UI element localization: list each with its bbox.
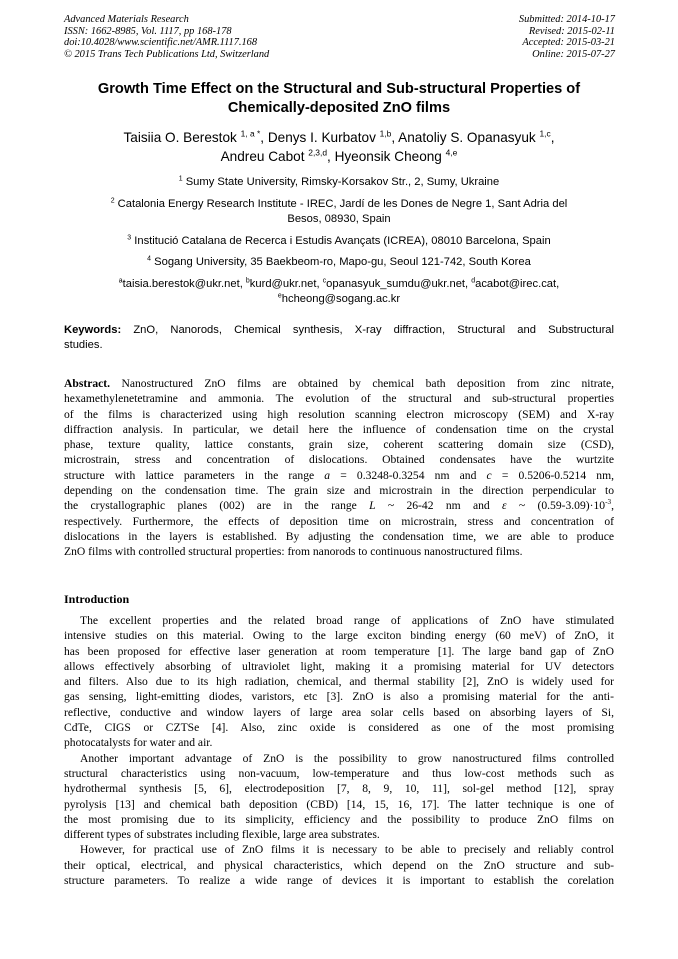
paragraph-line: has been proposed for effective laser generation at room temperature [1]. The large band gap of ZnO	[64, 644, 614, 658]
title-line: Growth Time Effect on the Structural and Sub-structural Properties of	[97, 81, 581, 97]
abstract-line: the crystallographic planes (002) are in the range L ~ 26-42 nm and ε ~ $(0.59-3.09)\cdot 10^{-3}$,	[64, 498, 614, 513]
author-sup: 1,b	[379, 128, 392, 139]
abstract-line: depending on the condensation time. The grain size and microstrain in the direction perpendicular to	[64, 484, 614, 498]
email-link[interactable]: taisia.berestok@ukr.net,	[122, 277, 246, 290]
abstract-label: Abstract.	[64, 377, 111, 390]
keywords	[64, 323, 614, 353]
abstract-line: microstrain, stress and concentration of dislocations. Obtained condensates have the wurtzite	[64, 453, 614, 467]
affiliation-num: 3	[127, 233, 132, 241]
affiliation-text: Institució Catalana de Recerca i Estudis Avançats (ICREA), 08010 Barcelona, Spain	[134, 234, 551, 247]
paragraph-line: different types of substrates including flexible, large area substrates.	[64, 828, 380, 842]
journal-doi: doi:10.4028/www.scientific.net/AMR.1117.168	[64, 37, 258, 49]
email-sup: c	[322, 276, 327, 284]
paragraph-line: gas sensing, light-emitting diodes, varistors, etc [3]. ZnO is also a promising material for the anti-	[64, 690, 614, 704]
affiliation-text: Besos, 08930, Spain	[287, 213, 391, 225]
author-name: , Hyeonsik Cheong	[327, 149, 442, 164]
abstract	[64, 376, 614, 560]
section-heading: Introduction	[64, 592, 130, 606]
affiliations	[60, 175, 618, 308]
paragraph-line: The excellent properties and the related broad range of applications of ZnO have stimulated	[80, 614, 614, 627]
paragraph-line: CdTe, CIGS or CZTSe [4]. Also, zinc oxide is considered as one of the most promising	[64, 721, 614, 735]
abstract-line: dislocations in the layers is established. By adjusting the condensation time, we are able to produce	[64, 529, 614, 543]
introduction-body	[64, 613, 614, 888]
paragraph-line: and filters. Also due to its high radiation, chemical, and thermal stability [2], ZnO is widely used for	[64, 675, 614, 689]
paragraph-line: photocatalysts for water and air.	[64, 736, 213, 750]
email-link[interactable]: kurd@ukr.net,	[249, 277, 323, 290]
abstract-line: hexamethylenetetramine and ammonia. The evolution of the structural and sub-structural properties	[64, 392, 614, 406]
paragraph-line: structural characteristics using non-vacuum, low-temperature and thus low-cost methods such as	[64, 766, 614, 780]
affiliation-1	[60, 175, 618, 191]
paragraph	[64, 842, 614, 888]
paragraph-line: Another important advantage of ZnO is the possibility to grow nanostructured films controlled	[80, 751, 614, 765]
affiliation-num: 1	[178, 175, 183, 183]
title-line: Chemically-deposited ZnO films	[227, 100, 451, 116]
paragraph-line: However, for practical use of ZnO films it is necessary to be able to precisely and reliably control	[80, 843, 614, 857]
date-revised: Revised: 2015-02-11	[528, 25, 615, 37]
author-sup: 1, a *	[240, 128, 261, 139]
author-sup: 1,c	[539, 128, 551, 139]
journal-name: Advanced Materials Research	[64, 14, 189, 25]
abstract-line: ZnO films with controlled structural properties: from nanorods to continuous nanostructured films.	[64, 545, 523, 559]
email-link[interactable]: hcheong@sogang.ac.kr	[281, 293, 401, 305]
affiliation-4	[60, 255, 618, 271]
author-list	[60, 128, 618, 166]
journal-issn: ISSN: 1662-8985, Vol. 1117, pp 168-178	[64, 25, 232, 37]
paragraph-line: reflective, conductive and window layers of large area solar cells based on absorbing layers of Si,	[64, 705, 614, 719]
affiliation-num: 2	[110, 196, 115, 204]
author-line	[60, 128, 618, 147]
email-link[interactable]: acabot@irec.cat,	[475, 277, 560, 290]
journal-copyright: © 2015 Trans Tech Publications Ltd, Switzerland	[64, 48, 270, 60]
author-separator: ,	[550, 130, 555, 145]
author-sup: 2,3,d	[308, 147, 328, 158]
email-sup: b	[245, 276, 250, 284]
affiliation-text: Sumy State University, Rimsky-Korsakov Str., 2, Sumy, Ukraine	[185, 176, 500, 188]
author-emails	[60, 277, 618, 308]
abstract-line: Nanostructured ZnO films are obtained by chemical bath deposition from zinc nitrate,	[110, 377, 614, 390]
email-sup: e	[277, 292, 282, 300]
paragraph-line: their optical, electrical, and physical characteristics, which depend on the ZnO structure and sub-	[64, 858, 614, 872]
keywords-text: ZnO, Nanorods, Chemical synthesis, X-ray diffraction, Structural and Substructural	[121, 324, 614, 336]
journal-header	[64, 14, 269, 60]
keywords-text: studies.	[64, 339, 103, 351]
paragraph-line: hydrothermal synthesis [5, 6], electrodeposition [7, 8, 9, 10, 11], sol-gel method [12], spray	[64, 782, 614, 796]
paragraph-line: structure parameters. To realize a wide range of devices it is important to establish the corelation	[64, 874, 614, 888]
email-link[interactable]: opanasyuk_sumdu@ukr.net,	[326, 277, 472, 290]
email-sup: a	[118, 276, 123, 284]
paragraph	[64, 751, 614, 843]
author-name: , Anatoliy S. Opanasyuk	[391, 130, 536, 145]
abstract-line: diffraction analysis. In particular, we detail here the influence of condensation time on the crystal	[64, 422, 614, 436]
affiliation-text: Sogang University, 35 Baekbeom-ro, Mapo-gu, Seoul 121-742, South Korea	[154, 256, 531, 268]
author-name: Taisiia O. Berestok	[123, 130, 237, 145]
author-name: Andreu Cabot	[220, 149, 305, 164]
affiliation-2	[60, 197, 618, 228]
email-sup: d	[471, 276, 476, 284]
author-sup: 4,e	[445, 147, 458, 158]
paragraph-line: allows effectively absorbing of ultraviolet light, making it a promising material for UV detectors	[64, 659, 614, 673]
paragraph-line: intensive studies on this material. Owing to the large exciton binding energy (60 meV) of ZnO, it	[64, 629, 614, 643]
abstract-line: of the films is characterized using high resolution scanning electron microscopy (SEM) and X-ray	[64, 407, 614, 421]
affiliation-3	[60, 234, 618, 250]
keywords-label: Keywords:	[64, 324, 122, 336]
abstract-line: phase, texture quality, lattice constants, grain size, coherent scattering domain size (CSD),	[64, 438, 614, 452]
paragraph	[64, 613, 614, 751]
paper-title	[60, 80, 618, 118]
date-submitted: Submitted: 2014-10-17	[518, 14, 615, 25]
abstract-line: respectively. Furthermore, the effects of deposition time on microstrain, stress and concentration of	[64, 514, 614, 528]
paragraph-line: pyrolysis [13] and chemical bath deposition (CBD) [14, 15, 16, 17]. The latter technique is one of	[64, 797, 614, 811]
date-accepted: Accepted: 2015-03-21	[522, 37, 615, 49]
date-online: Online: 2015-07-27	[532, 48, 615, 60]
dates-header	[519, 14, 615, 60]
abstract-line: structure with lattice parameters in the range a = 0.3248-0.3254 nm and c = 0.5206-0.5214 nm,	[64, 468, 614, 482]
affiliation-text: Catalonia Energy Research Institute - IREC, Jardí de les Dones de Negre 1, Sant Adria del	[117, 197, 568, 210]
author-line	[60, 147, 618, 166]
paragraph-line: the most promising due to its simplicity, efficiency and the possibility to produce ZnO films on	[64, 812, 614, 826]
affiliation-num: 4	[147, 255, 152, 263]
author-name: , Denys I. Kurbatov	[260, 130, 376, 145]
